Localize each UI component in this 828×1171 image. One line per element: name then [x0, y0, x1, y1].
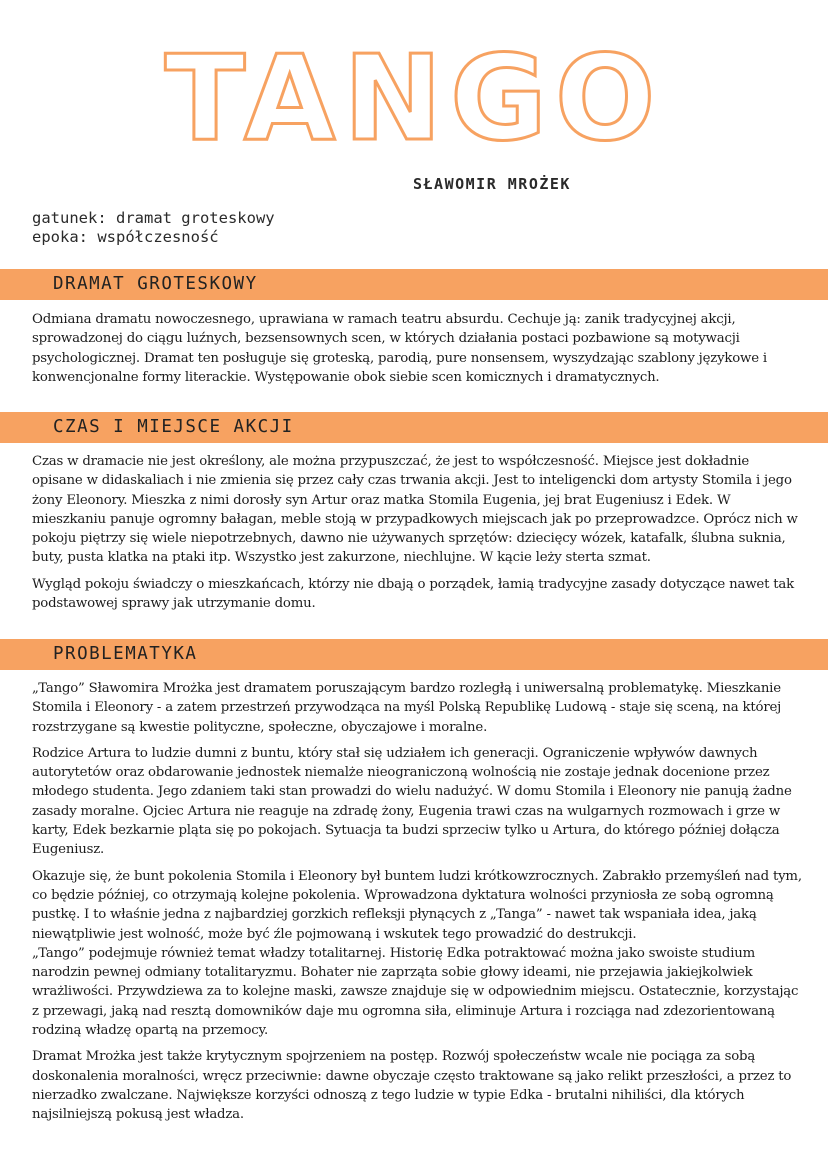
section-heading: DRAMAT GROTESKOWY: [53, 274, 258, 294]
section-header-dramat: [0, 269, 828, 300]
section-header-problematyka: [0, 639, 828, 670]
paragraph: „Tango” podejmuje również temat władzy totalitarnej. Historię Edka potraktować można jako swoiste studium narodzin pewnej odmiany totalitaryzmu. Bohater nie zaprząta sobie głowy ideami, nie przejawia jakiejkolwiek wrażliwości. Przywdziewa za to kolejne maski, zawsze znajduje się w odpowiednim miejscu. Ostatecznie, korzystając z przewagi, jaką nad resztą domowników daje mu ogromna siła, eliminuje Artura i rozciąga nad zdezorientowaną rodziną władzę opartą na przemocy.: [32, 945, 799, 1039]
paragraph: Dramat Mrożka jest także krytycznym spojrzeniem na postęp. Rozwój społeczeństw wcale nie pociąga za sobą doskonalenia moralności, wręcz przeciwnie: dawne obyczaje często traktowane są jako relikt przeszłości, a przez to nierzadko zwalczane. Największe korzyści odnoszą z tego ludzie w typie Edka - brutalni nihiliści, dla których najsilniejszą pokusą jest władza.: [32, 1049, 792, 1123]
section-header-czas: [0, 412, 828, 443]
paragraph: Rodzice Artura to ludzie dumni z buntu, który stał się udziałem ich generacji. Ograniczenie wpływów dawnych autorytetów oraz obdarowanie jednostek niemalże nieograniczoną wolnością nie zostaje jednak docenione przez młodego studenta. Jego zdaniem taki stan prowadzi do wielu nadużyć. W domu Stomila i Eleonory nie panują żadne zasady moralne. Ojciec Artura nie reaguje na zdradę żony, Eugenia trawi czas na wulgarnych rozmowach i grze w karty, Edek bezkarnie pląta się po pokojach. Sytuacja ta budzi sprzeciw tylko u Artura, do którego później dołącza Eugeniusz.: [32, 745, 792, 858]
section-body-czas: [32, 452, 802, 620]
meta-info: [32, 209, 275, 247]
section-body-problematyka: [32, 679, 802, 1132]
genre-line: gatunek: dramat groteskowy: [32, 209, 275, 227]
epoch-line: epoka: współczesność: [32, 228, 219, 246]
section-body-dramat: [32, 310, 802, 394]
author-name: SŁAWOMIR MROŻEK: [413, 175, 571, 193]
paragraph: Odmiana dramatu nowoczesnego, uprawiana w ramach teatru absurdu. Cechuje ją: zanik tradycyjnej akcji, sprowadzonej do ciągu luźnych, bezsensownych scen, w których działania postaci pozbawione są motywacji psychologicznej. Dramat ten posługuje się groteską, parodią, pure nonsensem, wyszydzając szablony językowe i konwencjonalne formy literackie. Występowanie obok siebie scen komicznych i dramatycznych.: [32, 312, 767, 385]
paragraph: Wygląd pokoju świadczy o mieszkańcach, którzy nie dbają o porządek, łamią tradycyjne zasady dotyczące nawet tak podstawowej sprawy jak utrzymanie domu.: [32, 576, 794, 612]
paragraph: Okazuje się, że bunt pokolenia Stomila i Eleonory był buntem ludzi krótkowzrocznych. Zabrakło przemyśleń nad tym, co będzie później, co otrzymają kolejne pokolenia. Wprowadzona dyktatura wolności przyniosła ze sobą ogromną pustkę. I to właśnie jedna z najbardziej gorzkich refleksji płynących z „Tanga” - nawet tak wspaniała idea, jaką niewątpliwie jest wolność, może być źle pojmowaną i wskutek tego prowadzić do destrukcji.: [32, 868, 802, 942]
paragraph: Czas w dramacie nie jest określony, ale można przypuszczać, że jest to współczesność. Miejsce jest dokładnie opisane w didaskaliach i nie zmienia się przez cały czas trwania akcji. Jest to inteligencki dom artysty Stomila i jego żony Eleonory. Mieszka z nimi dorosły syn Artur oraz matka Stomila Eugenia, jej brat Eugeniusz i Edek. W mieszkaniu panuje ogromny bałagan, meble stoją w przypadkowych miejscach jak po przeprowadzce. Oprócz nich w pokoju piętrzy się wiele niepotrzebnych, dawno nie używanych sprzętów: dziecięcy wózek, katafalk, ślubna suknia, buty, pusta klatka na ptaki itp. Wszystko jest zakurzone, niechlujne. W kącie leży sterta szmat.: [32, 454, 798, 566]
paragraph: „Tango” Sławomira Mrożka jest dramatem poruszającym bardzo rozległą i uniwersalną problematykę. Mieszkanie Stomila i Eleonory - a zatem przestrzeń przywodząca na myśl Polską Republikę Ludową - staje się sceną, na której rozstrzygane są kwestie polityczne, społeczne, obyczajowe i moralne.: [32, 681, 782, 735]
document-title: TANGO: [164, 29, 664, 167]
section-heading: CZAS I MIEJSCE AKCJI: [53, 417, 294, 437]
section-heading: PROBLEMATYKA: [53, 644, 198, 664]
